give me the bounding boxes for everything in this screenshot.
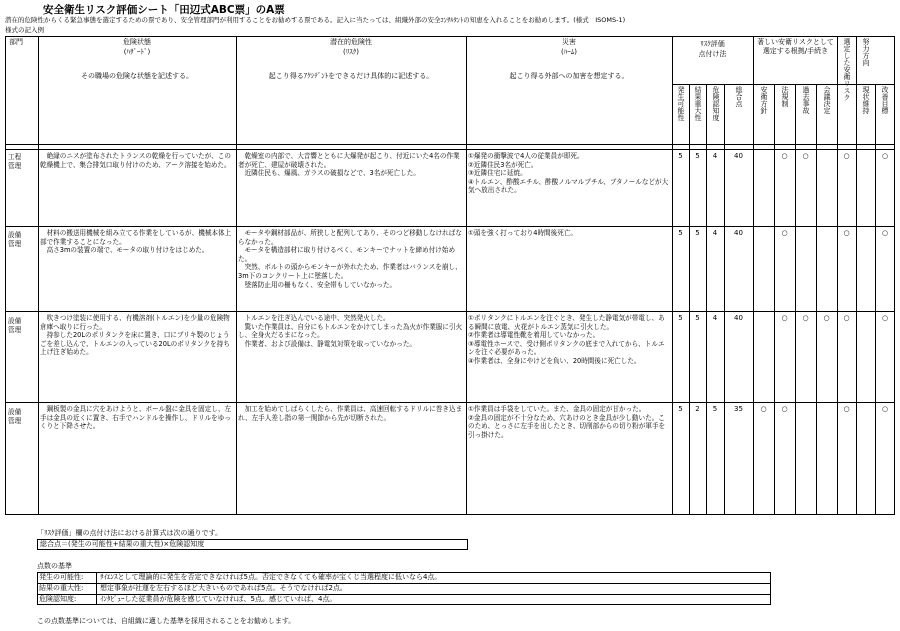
header-harm-desc: 起こり得る外部への加害を想定する。 bbox=[509, 72, 629, 80]
header-select-col-2: 法規制 bbox=[781, 86, 789, 107]
header-direction-title: 努力方向 bbox=[862, 38, 870, 66]
row-4-mark-regulation: ○ bbox=[781, 405, 788, 413]
row-2-score-total: 40 bbox=[734, 229, 743, 237]
header-eval-sub: 点付け法 bbox=[698, 50, 727, 58]
row-4-dept: 設備 管理 bbox=[8, 408, 22, 425]
header-risk-sub: (ﾘｽｸ) bbox=[343, 48, 359, 56]
criteria-3-text: ｲﾝﾀﾋﾞｭｰした従業員が危険を感じていなければ、5点。感じていれば、4点。 bbox=[100, 595, 337, 603]
row-2-score-awareness: 4 bbox=[712, 229, 718, 237]
header-eval-col-3: 危険認知度 bbox=[712, 86, 720, 121]
criteria-2-label: 結果の重大性: bbox=[39, 584, 84, 592]
row-3-score-total: 40 bbox=[734, 314, 743, 322]
row-3-harm: ①ポリタンクにトルエンを注ぐとき、発生した静電気が帯電し、ある瞬間に放電、火花がトルエン蒸気に引火した。 ②作業者は導電性靴を着用していなかった。 ③導電性ホースで、受け側ポリタンクの底まで入れてから、トルエンを注ぐ必要があった。 ④作業者は、全身にやけどを負い、20時間後に死亡した。 bbox=[468, 314, 665, 365]
header-dept: 部門 bbox=[9, 38, 23, 46]
row-1-score-total: 40 bbox=[734, 152, 743, 160]
description: 潜在的危険性からくる緊急事態を選定するための票であり、安全管理部門が利用することをお勧めする票である。記入に当たっては、組織外部の安全ｺﾝｻﾙﾀﾝﾄの知恵を入れることをお勧めします。(様式 ISOMS-1) bbox=[5, 16, 626, 24]
header-risk-desc: 起こり得るｱｸｼﾃﾞﾝﾄをできるだけ具体的に記述する。 bbox=[268, 72, 434, 80]
header-eval-title: ﾘｽｸ評価 bbox=[700, 40, 725, 48]
header-eval-col-4: 総合点 bbox=[735, 86, 743, 107]
row-2-score-possibility: 5 bbox=[678, 229, 683, 237]
row-3-risk: トルエンを注ぎ込んでいる途中、突然発火した。 驚いた作業員は、自分にもトルエンをかけてしまった為火が作業服に引火し、全身火だるまになった。 作業者、および設備は、静電気対策を取っていなかった。 bbox=[238, 314, 463, 348]
row-1-score-awareness: 4 bbox=[712, 152, 718, 160]
header-direction-col-2: 改善目標 bbox=[881, 86, 889, 114]
row-4-mark-policy: ○ bbox=[760, 405, 767, 413]
row-2-hazard: 材料の搬送用機械を組み立てる作業をしているが、機械本体上部で作業することになった。 高さ3mの装置の端で、モータの取り付けをはじめた。 bbox=[40, 229, 232, 255]
row-4-mark-improve: ○ bbox=[881, 405, 889, 413]
row-1-mark-past-accident: ○ bbox=[802, 152, 809, 160]
page-title: 安全衛生リスク評価シート「田辺式ABC票」のA票 bbox=[43, 4, 285, 16]
row-1-mark-regulation: ○ bbox=[781, 152, 788, 160]
row-1-hazard: 絶縁のニスが塗布されたトランスの乾燥を行っていたが、この乾燥機上で、集合排気口取り付けのため、アーク溶接を始めた。 bbox=[40, 152, 232, 169]
header-harm-title: 災害 bbox=[562, 38, 576, 46]
row-3-mark-regulation: ○ bbox=[781, 314, 788, 322]
row-4-score-severity: 2 bbox=[695, 405, 700, 413]
header-hazard-desc: その職場の危険な状態を記述する。 bbox=[81, 72, 193, 80]
row-2-harm: ①頭を強く打っており4時間後死亡。 bbox=[468, 229, 578, 237]
closing-note: この点数基準については、自組織に適した基準を採用されることをお勧めします。 bbox=[37, 617, 296, 625]
row-1-score-possibility: 5 bbox=[678, 152, 683, 160]
criteria-1-label: 発生の可能性: bbox=[39, 573, 84, 581]
header-select-col-3: 過去事故 bbox=[802, 86, 810, 114]
header-eval-col-2: 結果重大性 bbox=[694, 86, 702, 121]
row-3-mark-meeting: ○ bbox=[823, 314, 830, 322]
row-2-mark-selected: ○ bbox=[843, 229, 850, 237]
header-select-title: 著しい安衛リスクとして選定する根拠/手続き bbox=[757, 38, 834, 55]
row-1-mark-selected: ○ bbox=[843, 152, 850, 160]
header-select-col-4: 会議決定 bbox=[823, 86, 831, 114]
row-3-dept: 設備 管理 bbox=[8, 317, 22, 334]
row-1-dept: 工程 管理 bbox=[8, 153, 22, 170]
row-4-harm: ①作業員は手袋をしていた。また、金具の固定が甘かった。 ②金具の固定が不十分なため、穴あけのとき金具が少し動いた。このため、とっさに左手を出したとき、切削部からの切り粉が軍手を引っ掛けた。 bbox=[468, 405, 666, 439]
header-hazard-title: 危険状態 bbox=[123, 38, 151, 46]
row-3-score-severity: 5 bbox=[695, 314, 700, 322]
row-2-score-severity: 5 bbox=[695, 229, 700, 237]
header-selected-col: 選定した安衛リスク bbox=[843, 38, 851, 101]
row-3-mark-past-accident: ○ bbox=[802, 314, 809, 322]
row-3-mark-selected: ○ bbox=[843, 314, 850, 322]
header-risk-title: 潜在的危険性 bbox=[330, 38, 372, 46]
header-select-col-1: 安衛方針 bbox=[760, 86, 768, 114]
formula: 総合点＝(発生の可能性+結果の重大性)×危険認知度 bbox=[40, 540, 205, 548]
row-4-score-awareness: 5 bbox=[712, 405, 718, 413]
row-2-dept: 設備 管理 bbox=[8, 231, 22, 248]
header-harm-sub: (ﾊｰﾑ) bbox=[561, 48, 577, 56]
row-1-harm: ①爆発の衝撃波で4人の従業員が即死。 ②近隣住民3名が死亡。 ③近隣住宅に延焼。 ④トルエン、酢酸エチル、酢酸ノルマルブチル、ブタノールなどが大気へ放出された。 bbox=[468, 152, 669, 195]
example-label: 様式の記入例 bbox=[5, 26, 44, 34]
row-4-score-total: 35 bbox=[734, 405, 743, 413]
row-3-score-awareness: 4 bbox=[712, 314, 718, 322]
criteria-3-label: 危険認知度: bbox=[39, 595, 77, 603]
row-1-mark-improve: ○ bbox=[881, 152, 889, 160]
header-direction-col-1: 現状維持 bbox=[862, 86, 870, 114]
row-3-score-possibility: 5 bbox=[678, 314, 683, 322]
row-4-mark-selected: ○ bbox=[843, 405, 850, 413]
criteria-2-text: 想定事象が社運を左右するほど大きいものであれば5点。そうでなければ2点。 bbox=[100, 584, 347, 592]
row-1-score-severity: 5 bbox=[695, 152, 700, 160]
row-2-mark-regulation: ○ bbox=[781, 229, 788, 237]
row-2-risk: モータや鋼材部品が、所狭しと配列してあり、そのつど移動しなければならなかった。 モータを構造部材に取り付けるべく、モンキーでナットを締め付け始めた。 突然、ボルトの頭からモンキーが外れたため、作業者はバランスを崩し、3m下のコンクリート上に墜落した。 墜落防止用の柵もなく、安全帯もしていなかった。 bbox=[238, 229, 462, 289]
row-3-hazard: 吹きつけ塗装に使用する、有機溶剤(トルエン)を少量の危険物倉庫へ取りに行った。 持参した20Lのポリタンクを床に置き、口にブリキ製のじょうごを差し込んで、トルエンの入っている20Lのポリタンクを持ち上げ注ぎ始めた。 bbox=[40, 314, 230, 357]
criteria-1-text: ｻｲｴﾝｽとして理論的に発生を否定できなければ5点。否定できなくても確率が宝くじ当選程度に低いなら4点。 bbox=[100, 573, 442, 581]
header-eval-col-1: 発生可能性 bbox=[677, 86, 685, 121]
row-4-risk: 加工を始めてしばらくしたら、作業員は、高速回転するドリルに巻き込まれ、左手人差し指の第一関節から先が切断された。 bbox=[238, 405, 463, 422]
row-4-score-possibility: 5 bbox=[678, 405, 683, 413]
header-hazard-sub: (ﾊｻﾞｰﾄﾞ) bbox=[123, 48, 151, 56]
row-2-mark-improve: ○ bbox=[881, 229, 889, 237]
row-3-mark-improve: ○ bbox=[881, 314, 889, 322]
criteria-title: 点数の基準 bbox=[37, 562, 72, 570]
calc-note: 「ﾘｽｸ評価」欄の点付け法における計算式は次の通りです。 bbox=[37, 529, 222, 537]
row-1-risk: 乾燥室の内部で、大音響とともに大爆発が起こり、付近にいた4名の作業者が死亡、建屋が破壊された。 近隣住民も、爆風、ガラスの破損などで、3名が死亡した。 bbox=[238, 152, 460, 178]
row-4-hazard: 鋼板製の金具に穴をあけようと、ボール盤に金具を固定し、左手は金具の近くに置き、右手でハンドルを操作し、ドリルをゆっくりと下降させた。 bbox=[40, 405, 232, 431]
